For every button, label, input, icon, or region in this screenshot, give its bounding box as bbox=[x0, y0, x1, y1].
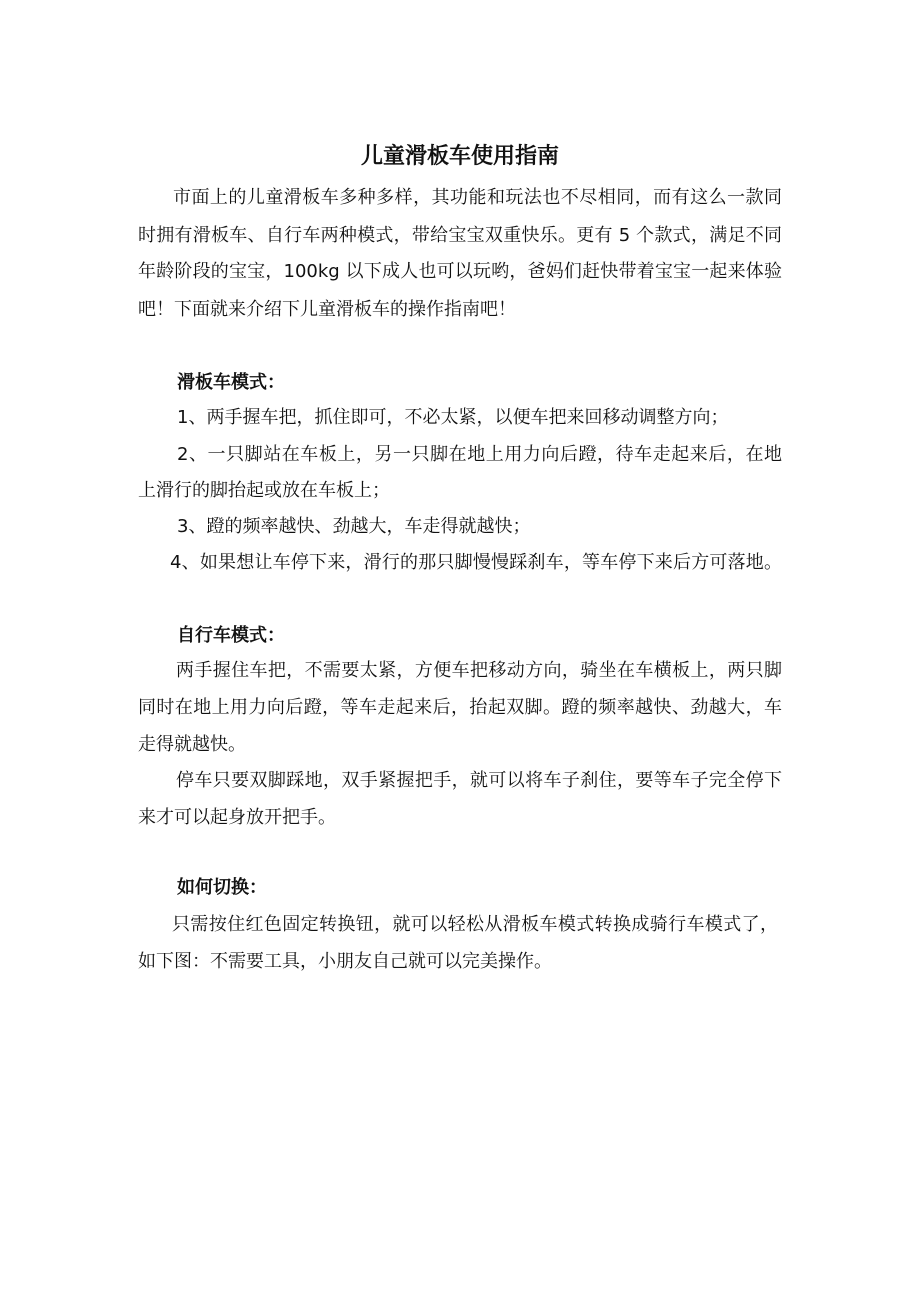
text-line: 只需按住红色固定转换钮，就可以轻松从滑板车模式转换成骑行车模式了， bbox=[172, 914, 778, 935]
text-line: 吧！下面就来介绍下儿童滑板车的操作指南吧！ bbox=[138, 299, 516, 320]
text-line: 停车只要双脚踩地，双手紧握把手，就可以将车子刹住，要等车子完全停下 bbox=[176, 770, 782, 791]
text-line: 市面上的儿童滑板车多种多样，其功能和玩法也不尽相同，而有这么一款同 bbox=[173, 187, 782, 208]
text-line: 如下图：不需要工具，小朋友自己就可以完美操作。 bbox=[138, 951, 552, 972]
document-title: 儿童滑板车使用指南 bbox=[360, 144, 559, 169]
text-line: 两手握住车把，不需要太紧，方便车把移动方向，骑坐在车横板上，两只脚 bbox=[176, 660, 782, 681]
section-heading: 滑板车模式： bbox=[177, 372, 285, 393]
text-line: 来才可以起身放开把手。 bbox=[138, 807, 336, 828]
text-line: 年龄阶段的宝宝，100kg 以下成人也可以玩哟，爸妈们赶快带着宝宝一起来体验 bbox=[138, 261, 782, 282]
text-line: 同时在地上用力向后蹬，等车走起来后，抬起双脚。蹬的频率越快、劲越大，车 bbox=[138, 697, 782, 718]
text-line: 上滑行的脚抬起或放在车板上； bbox=[138, 480, 390, 501]
section-heading: 自行车模式： bbox=[177, 625, 285, 646]
section-heading: 如何切换： bbox=[177, 877, 267, 898]
list-item: 4、如果想让车停下来，滑行的那只脚慢慢踩刹车，等车停下来后方可落地。 bbox=[170, 552, 782, 573]
list-item: 2、一只脚站在车板上，另一只脚在地上用力向后蹬，待车走起来后，在地 bbox=[177, 444, 782, 465]
text-line: 时拥有滑板车、自行车两种模式，带给宝宝双重快乐。更有 5 个款式，满足不同 bbox=[138, 225, 782, 246]
list-item: 1、两手握车把，抓住即可，不必太紧，以便车把来回移动调整方向； bbox=[177, 407, 729, 428]
text-line: 走得就越快。 bbox=[138, 734, 246, 755]
list-item: 3、蹬的频率越快、劲越大，车走得就越快； bbox=[177, 516, 531, 537]
